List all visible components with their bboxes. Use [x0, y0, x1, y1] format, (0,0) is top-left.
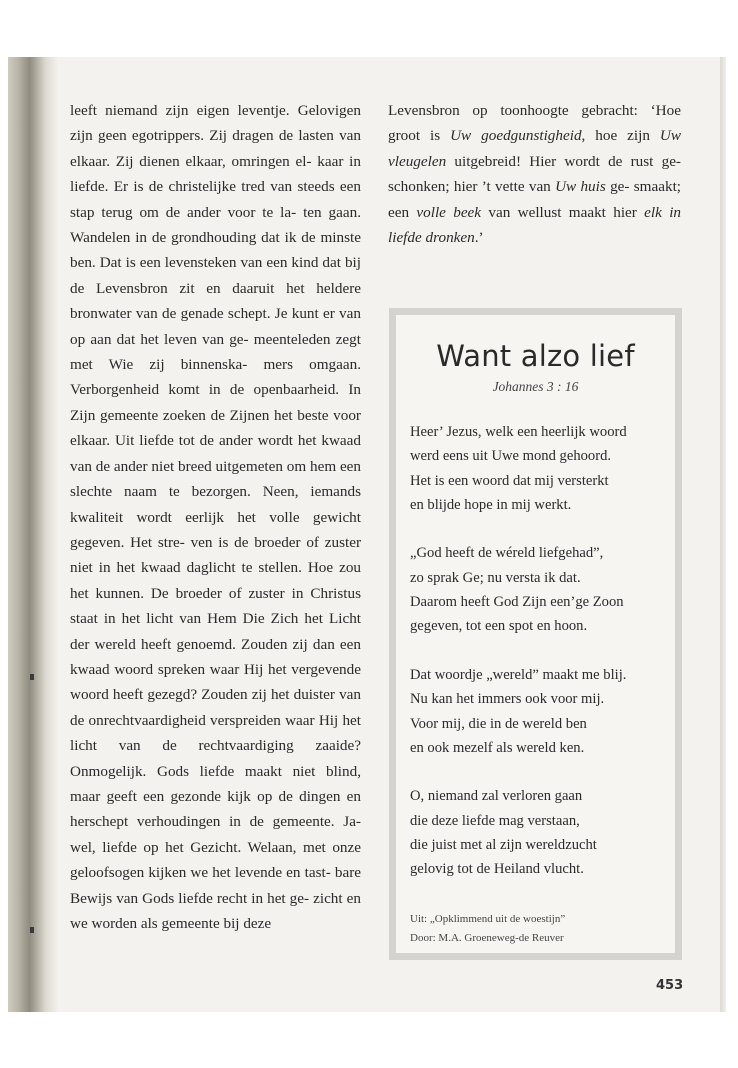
text-line: meenteleden zegt met Wie zij binnenska-: [70, 330, 361, 374]
emphasis: Uw: [659, 127, 681, 145]
text-line: ven is de broeder of zuster niet in het kwaad: [70, 533, 361, 577]
poem-stanza: [410, 784, 672, 881]
left-column-text: [70, 98, 361, 936]
spine-mark: [30, 674, 34, 680]
text-fragment: smaakt; een: [388, 178, 682, 221]
emphasis: elk in liefde dronken: [388, 203, 682, 247]
text-line: wel, liefde op het Gezicht. Welaan, met onze: [70, 838, 361, 856]
text-line: het heldere bronwater van de genade schept.: [70, 279, 361, 323]
poem-line: en ook mezelf als wereld ken.: [410, 739, 585, 756]
page-number: 453: [656, 978, 684, 993]
emphasis: Uw goedgunstigheid: [450, 127, 582, 145]
emphasis: Uw huis: [555, 178, 606, 196]
spine-mark: [30, 927, 34, 933]
text-fragment: hier: [613, 203, 645, 221]
poem-stanza: [410, 420, 672, 517]
poem-reference: Johannes 3 : 16: [492, 379, 579, 394]
text-line: ander wordt het kwaad van de ander niet: [70, 432, 362, 475]
text-line: steeds een stap terug om de ander voor te la-: [70, 178, 362, 221]
poem-line: Heer’ Jezus, welk een heerlijk woord: [410, 424, 627, 440]
poem-line: Dat woordje „wereld” maakt me blij.: [410, 666, 627, 683]
text-line: Je kunt er van op aan dat het leven van ge-: [70, 305, 361, 348]
text-line: geloofsogen kijken we het levende en tast-: [70, 864, 331, 882]
right-column-text: [388, 98, 681, 250]
poem-line: die deze liefde mag verstaan,: [410, 812, 580, 829]
poem-line: en blijde hope in mij werkt.: [410, 496, 572, 513]
text-line: broeder of zuster in Christus staat in het: [70, 584, 361, 628]
text-fragment: van wellust maakt: [481, 203, 606, 221]
poem-line: O, niemand zal verloren gaan: [410, 788, 583, 805]
text-line: licht van Hem Die Zich het Licht der wereld: [70, 610, 362, 653]
text-line: van elkaar. Zij dienen elkaar, omringen el-: [70, 127, 362, 170]
poem-line: zo sprak Ge; nu versta ik dat.: [410, 569, 581, 586]
poem-stanzas: [410, 420, 672, 906]
poem-line: gegeven, tot een spot en hoon.: [410, 618, 588, 635]
text-line: maar geeft een gezonde kijk op de dingen en: [70, 787, 361, 805]
text-line: kaar in liefde. Er is de christelijke tred van: [70, 152, 361, 196]
text-line: zijn geen egotrippers. Zij dragen de lasten: [70, 127, 334, 145]
text-line: zicht en we worden als gemeente bij deze: [70, 889, 361, 932]
text-fragment: uitgebreid! Hier wordt de rust ge-: [446, 152, 681, 170]
text-fragment: schonken; hier ’t vette van: [388, 178, 556, 196]
text-line: ik de minste ben. Dat is een levensteken van: [70, 229, 361, 272]
text-line: ten gaan. Wandelen in de grondhouding dat: [70, 203, 361, 247]
poem-line: gelovig tot de Heiland vlucht.: [410, 861, 584, 878]
text-line: openbaarheid. In Zijn gemeente zoeken de: [70, 381, 361, 424]
poem-source: [410, 910, 565, 948]
text-line: breed uitgemeten om hem een slechte naam: [70, 457, 362, 501]
poem-line: werd eens uit Uwe mond gehoord.: [410, 448, 612, 465]
author-line: Door: M.A. Groeneweg-de Reuver: [410, 932, 564, 944]
poem-line: Daarom heeft God Zijn een’ge Zoon: [410, 594, 624, 611]
text-line: woord spreken waar Hij het vergevende: [114, 660, 361, 678]
text-line: leeft niemand zijn eigen leventje. Gelovigen: [70, 102, 361, 119]
text-fragment: .’: [474, 229, 484, 247]
text-line: woord heeft gezegd? Zouden zij het duister: [70, 686, 335, 704]
source-line: Uit: „Opklimmend uit de woestijn”: [410, 913, 566, 925]
text-line: mers omgaan. Verborgenheid komt in de: [70, 356, 361, 399]
text-line: te bezorgen. Neen, iemands kwaliteit wordt: [70, 483, 362, 526]
text-line: van de onrechtvaardigheid verspreiden waar: [70, 686, 362, 729]
book-spine: [8, 57, 58, 1012]
text-line: Hij het licht van de rechtvaardiging zaaide?: [70, 711, 362, 755]
poem-title: Want alzo lief: [436, 339, 635, 373]
text-line: Onmogelijk. Gods liefde maakt niet blind,: [70, 762, 361, 780]
emphasis: volle beek: [416, 203, 482, 221]
text-fragment: groot is: [388, 127, 451, 145]
text-line: bare Bewijs van Gods liefde recht in het ge-: [70, 864, 362, 907]
text-line: daglicht te stellen. Hoe zou het kunnen. De: [70, 559, 362, 602]
emphasis: vleugelen: [388, 152, 447, 170]
text-line: herschept verhoudingen in de gemeente. Ja-: [70, 813, 361, 831]
poem-line: Het is een woord dat mij versterkt: [410, 472, 609, 489]
poem-stanza: [410, 663, 672, 760]
text-line: Zijnen het beste voor elkaar. Uit liefde tot de: [70, 406, 361, 450]
poem-line: die juist met al zijn wereldzucht: [410, 837, 597, 854]
poem-box: [389, 308, 682, 960]
text-fragment: Levensbron op toonhoogte gebracht: ‘Hoe: [388, 102, 681, 119]
poem-line: Voor mij, die in de wereld ben: [410, 715, 587, 732]
text-fragment: , hoe zijn: [581, 127, 660, 145]
poem-line: „God heeft de wéreld liefgehad”,: [410, 545, 604, 562]
text-fragment: ge-: [605, 178, 630, 196]
poem-line: Nu kan het immers ook voor mij.: [410, 691, 605, 708]
text-line: een kind dat bij de Levensbron zit en daaruit: [70, 254, 361, 297]
page-edge: [720, 57, 726, 1012]
text-line: eerlijk het volle gewicht gegeven. Het stre-: [70, 508, 361, 551]
text-line: heeft genoemd. Zouden zij dan een kwaad: [70, 635, 361, 678]
poem-stanza: [410, 541, 672, 638]
